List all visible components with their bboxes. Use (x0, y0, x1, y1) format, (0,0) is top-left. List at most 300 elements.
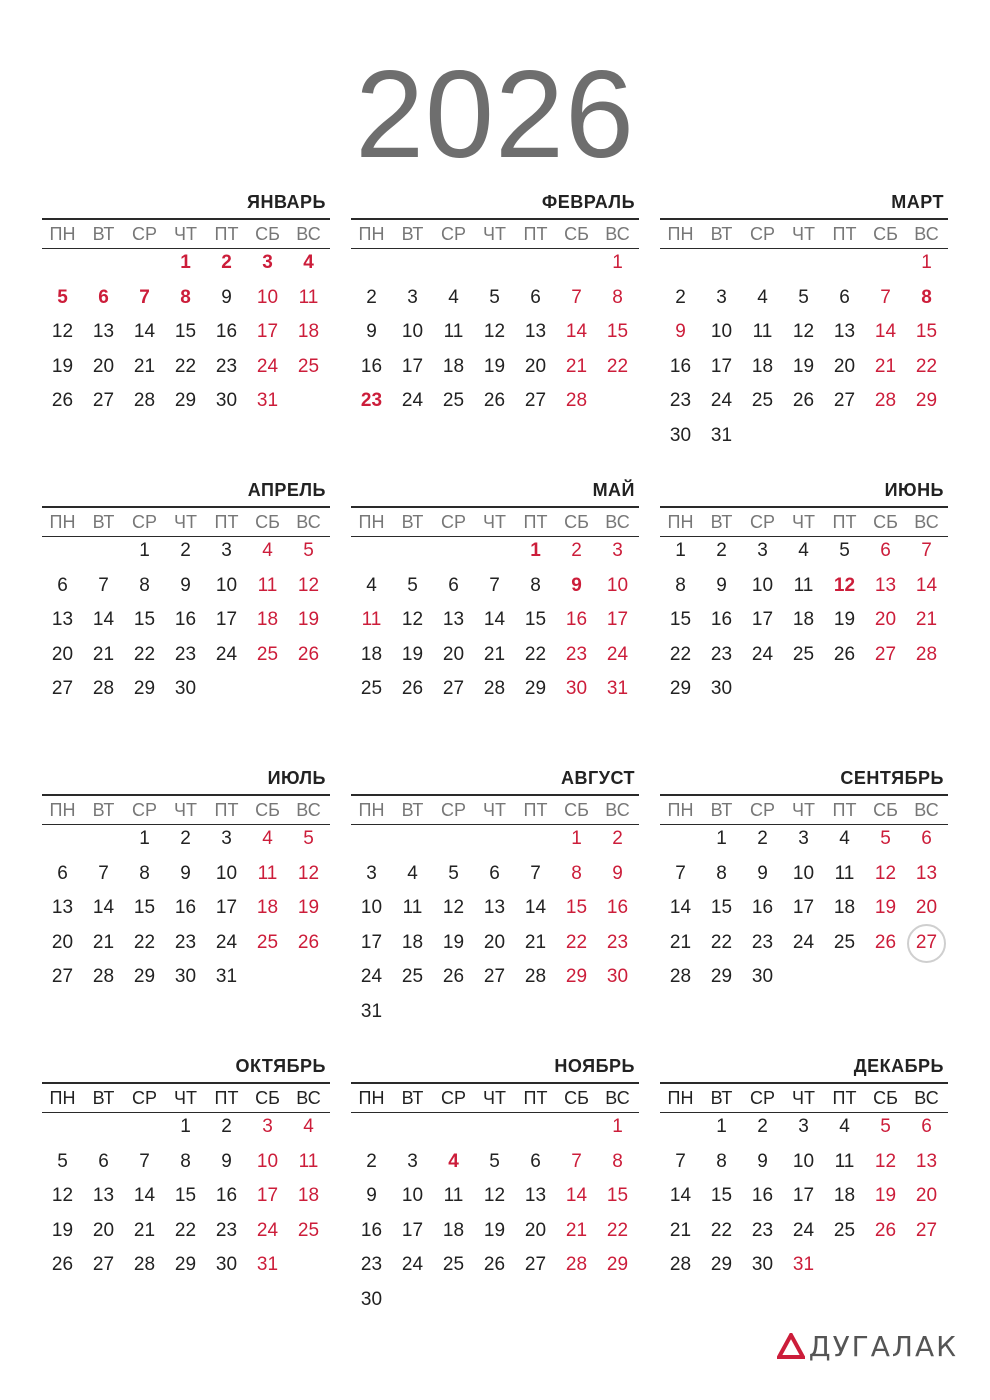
day-cell: 4 (757, 286, 768, 308)
day-cell: 19 (833, 609, 856, 630)
day-cell: 7 (571, 1150, 582, 1172)
day-cell: 23 (174, 931, 197, 953)
day-cell: 7 (880, 286, 891, 308)
day-cell: 9 (571, 574, 582, 596)
weekday-header: СБ (255, 512, 280, 532)
weekday-header: ПТ (523, 800, 548, 820)
weekday-header: ПТ (832, 224, 857, 244)
day-cell: 17 (360, 931, 383, 953)
day-cell: 9 (221, 286, 232, 308)
day-cell: 16 (360, 355, 383, 377)
day-cell: 22 (565, 931, 588, 953)
month-name: МАЙ (592, 480, 635, 500)
weekday-header: ВТ (92, 224, 115, 244)
day-cell: 21 (669, 1219, 692, 1241)
day-cell: 20 (92, 1219, 115, 1241)
month-name: АПРЕЛЬ (247, 480, 326, 500)
day-cell: 10 (401, 1185, 424, 1206)
day-cell: 11 (793, 574, 814, 596)
day-cell: 27 (915, 1219, 938, 1241)
day-cell: 25 (401, 966, 424, 987)
day-cell: 27 (483, 966, 506, 987)
day-cell: 3 (798, 1116, 809, 1137)
day-cell: 25 (751, 390, 774, 411)
day-cell: 31 (710, 424, 733, 446)
day-cell: 8 (180, 1150, 191, 1172)
month-block (660, 478, 948, 748)
day-cell: 13 (915, 862, 938, 884)
month-name: ОКТЯБРЬ (235, 1056, 326, 1076)
day-cell: 13 (51, 897, 74, 918)
day-cell: 12 (833, 574, 856, 596)
weekday-header: ПН (667, 1088, 694, 1108)
day-cell: 14 (483, 609, 506, 630)
day-cell: 13 (833, 321, 856, 342)
day-cell: 19 (792, 355, 815, 377)
day-cell: 4 (366, 574, 377, 596)
day-cell: 8 (675, 574, 686, 596)
day-cell: 3 (716, 286, 727, 308)
day-cell: 16 (669, 355, 692, 377)
month-divider (660, 218, 948, 220)
day-cell: 27 (92, 1254, 115, 1275)
day-cell: 5 (303, 828, 314, 849)
day-cell: 26 (442, 966, 465, 987)
day-cell: 11 (402, 897, 423, 918)
day-cell: 21 (92, 931, 115, 953)
day-cell: 24 (360, 966, 383, 987)
day-cell: 1 (530, 540, 541, 561)
month-name: ФЕВРАЛЬ (541, 192, 635, 212)
month-block (42, 766, 330, 1036)
day-cell: 14 (915, 574, 938, 596)
day-cell: 1 (139, 828, 150, 849)
month-divider (351, 794, 639, 796)
day-cell: 14 (565, 321, 588, 342)
day-cell: 5 (57, 1150, 68, 1172)
weekday-header: ВТ (92, 512, 115, 532)
day-cell: 3 (221, 540, 232, 561)
day-cell: 4 (798, 540, 809, 561)
day-cell: 19 (483, 355, 506, 377)
day-cell: 12 (51, 1185, 74, 1206)
day-cell: 3 (407, 286, 418, 308)
day-cell: 30 (669, 424, 692, 446)
day-cell: 9 (757, 862, 768, 884)
day-cell: 30 (174, 966, 197, 987)
day-cell: 1 (571, 828, 582, 849)
month-block (351, 766, 639, 1036)
day-cell: 21 (565, 1219, 588, 1241)
day-cell: 18 (401, 931, 424, 953)
day-cell: 4 (448, 1150, 459, 1172)
day-cell: 25 (442, 1254, 465, 1275)
day-cell: 7 (530, 862, 541, 884)
weekday-header: СР (131, 1088, 157, 1108)
day-cell: 9 (757, 1150, 768, 1172)
day-cell: 31 (256, 390, 279, 411)
day-cell: 4 (303, 1116, 314, 1137)
day-cell: 4 (303, 252, 314, 273)
day-cell: 16 (565, 609, 588, 630)
day-cell: 11 (834, 862, 855, 884)
day-cell: 12 (483, 321, 506, 342)
day-cell: 20 (92, 355, 115, 377)
day-cell: 22 (915, 355, 938, 377)
weekday-header: ВС (914, 512, 939, 532)
month-divider (351, 506, 639, 508)
day-cell: 2 (757, 1116, 768, 1137)
day-cell: 14 (92, 897, 115, 918)
day-cell: 1 (612, 252, 623, 273)
day-cell: 19 (51, 1219, 74, 1241)
day-cell: 30 (360, 1288, 383, 1310)
day-cell: 26 (483, 1254, 506, 1275)
day-cell: 26 (297, 643, 320, 665)
month-name: ЯНВАРЬ (247, 192, 326, 212)
day-cell: 2 (221, 252, 232, 273)
weekday-header: ПН (667, 224, 694, 244)
weekday-header: СР (440, 800, 466, 820)
logo-triangle-icon (777, 1333, 805, 1359)
day-cell: 20 (442, 643, 465, 665)
day-cell: 29 (174, 1254, 197, 1275)
day-cell: 21 (915, 609, 938, 630)
month-divider (660, 1082, 948, 1084)
day-cell: 28 (133, 390, 156, 411)
day-cell: 7 (675, 862, 686, 884)
day-cell: 13 (442, 609, 465, 630)
weekday-header: ВС (296, 1088, 321, 1108)
day-cell: 2 (716, 540, 727, 561)
day-cell: 26 (833, 643, 856, 665)
month-name: НОЯБРЬ (554, 1056, 635, 1076)
weekday-header: ПТ (832, 800, 857, 820)
day-cell: 20 (874, 609, 897, 630)
month-block (660, 1054, 948, 1324)
day-cell: 29 (669, 678, 692, 699)
day-cell: 21 (565, 355, 588, 377)
day-cell: 21 (669, 931, 692, 953)
weekday-header: ПТ (214, 224, 239, 244)
weekday-header: ПН (49, 1088, 76, 1108)
day-cell: 20 (524, 355, 547, 377)
day-cell: 15 (524, 609, 547, 630)
day-cell: 18 (442, 355, 465, 377)
month-divider (42, 794, 330, 796)
day-cell: 15 (174, 1185, 197, 1206)
weekday-header: ВТ (710, 224, 733, 244)
weekday-header: ПН (358, 512, 385, 532)
day-cell: 30 (565, 678, 588, 699)
month-divider (660, 794, 948, 796)
day-cell: 18 (442, 1219, 465, 1241)
day-cell: 28 (92, 966, 115, 987)
day-cell: 26 (51, 1254, 74, 1275)
day-cell: 13 (51, 609, 74, 630)
day-cell: 1 (716, 1116, 727, 1137)
day-cell: 8 (180, 286, 191, 308)
day-cell: 24 (256, 355, 279, 377)
day-cell: 4 (262, 540, 273, 561)
weekday-header: ЧТ (483, 1088, 506, 1108)
weekday-header: ВТ (92, 1088, 115, 1108)
month-name: СЕНТЯБРЬ (840, 768, 944, 788)
day-cell: 9 (180, 862, 191, 884)
weekday-header: ВС (296, 224, 321, 244)
day-cell: 20 (483, 931, 506, 953)
day-cell: 30 (174, 678, 197, 699)
month-divider (351, 218, 639, 220)
weekday-header: ПТ (214, 800, 239, 820)
day-cell: 10 (256, 286, 279, 308)
day-cell: 19 (51, 355, 74, 377)
day-cell: 23 (215, 1219, 238, 1241)
day-cell: 9 (675, 321, 686, 342)
day-cell: 8 (571, 862, 582, 884)
day-cell: 24 (215, 931, 238, 953)
weekday-header: ПТ (523, 512, 548, 532)
weekday-header: ВС (296, 800, 321, 820)
day-cell: 2 (675, 286, 686, 308)
day-cell: 19 (874, 1185, 897, 1206)
day-cell: 5 (489, 1150, 500, 1172)
day-cell: 4 (839, 828, 850, 849)
weekday-header: СР (440, 1088, 466, 1108)
day-cell: 8 (139, 574, 150, 596)
day-cell: 7 (98, 862, 109, 884)
day-cell: 11 (361, 609, 382, 630)
day-cell: 23 (565, 643, 588, 665)
day-cell: 19 (442, 931, 465, 953)
day-cell: 18 (256, 897, 279, 918)
weekday-header: СБ (564, 224, 589, 244)
day-cell: 23 (669, 390, 692, 411)
day-cell: 3 (612, 540, 623, 561)
month-block (42, 1054, 330, 1324)
weekday-header: ПН (49, 800, 76, 820)
month-name: АВГУСТ (561, 768, 635, 788)
day-cell: 3 (798, 828, 809, 849)
day-cell: 29 (606, 1254, 629, 1275)
day-cell: 24 (710, 390, 733, 411)
day-cell: 8 (716, 1150, 727, 1172)
day-cell: 29 (710, 1254, 733, 1275)
weekday-header: СБ (873, 1088, 898, 1108)
weekday-header: ВС (605, 224, 630, 244)
day-cell: 27 (906, 928, 947, 958)
month-divider (42, 218, 330, 220)
day-cell: 18 (297, 321, 320, 342)
year-title: 2026 (355, 46, 635, 184)
day-cell: 1 (612, 1116, 623, 1137)
day-cell: 10 (215, 862, 238, 884)
day-cell: 20 (524, 1219, 547, 1241)
day-cell: 22 (606, 1219, 629, 1241)
day-cell: 31 (360, 1000, 383, 1022)
day-cell: 14 (524, 897, 547, 918)
month-name: МАРТ (891, 192, 944, 212)
day-cell: 13 (915, 1150, 938, 1172)
day-cell: 31 (215, 966, 238, 987)
weekday-header: ВТ (710, 800, 733, 820)
month-block (660, 766, 948, 1036)
day-cell: 23 (215, 355, 238, 377)
weekday-header: ЧТ (483, 512, 506, 532)
month-block (660, 190, 948, 460)
day-cell: 10 (360, 897, 383, 918)
weekday-header: СБ (564, 1088, 589, 1108)
day-cell: 12 (401, 609, 424, 630)
weekday-header: СР (440, 224, 466, 244)
day-cell: 12 (792, 321, 815, 342)
day-cell: 11 (298, 1150, 319, 1172)
weekday-header: ПН (49, 512, 76, 532)
weekday-header: СР (131, 224, 157, 244)
day-cell: 16 (360, 1219, 383, 1241)
month-name: ИЮНЬ (884, 480, 944, 500)
day-cell: 10 (606, 574, 629, 596)
day-cell: 9 (612, 862, 623, 884)
day-cell: 22 (669, 643, 692, 665)
day-cell: 3 (221, 828, 232, 849)
day-cell: 11 (298, 286, 319, 308)
day-cell: 2 (221, 1116, 232, 1137)
day-cell: 4 (448, 286, 459, 308)
month-block (351, 478, 639, 748)
day-cell: 28 (669, 966, 692, 987)
weekday-header: СБ (564, 512, 589, 532)
day-cell: 21 (483, 643, 506, 665)
day-cell: 16 (751, 1185, 774, 1206)
day-cell: 19 (297, 897, 320, 918)
day-cell: 22 (174, 355, 197, 377)
day-cell: 16 (215, 1185, 238, 1206)
day-cell: 2 (612, 828, 623, 849)
day-cell: 29 (174, 390, 197, 411)
day-cell: 5 (880, 1116, 891, 1137)
day-cell: 18 (792, 609, 815, 630)
weekday-header: ВС (914, 224, 939, 244)
day-cell: 9 (366, 321, 377, 342)
day-cell: 29 (133, 678, 156, 699)
day-cell: 26 (51, 390, 74, 411)
month-block (351, 190, 639, 460)
day-cell: 26 (874, 1219, 897, 1241)
day-cell: 7 (921, 540, 932, 561)
day-cell: 28 (565, 1254, 588, 1275)
weekday-header: СР (749, 224, 775, 244)
weekday-header: ПТ (523, 224, 548, 244)
day-cell: 11 (834, 1150, 855, 1172)
day-cell: 6 (839, 286, 850, 308)
day-cell: 12 (51, 321, 74, 342)
day-cell: 5 (407, 574, 418, 596)
weekday-divider (660, 248, 948, 249)
day-cell: 8 (530, 574, 541, 596)
day-cell: 30 (710, 678, 733, 699)
weekday-header: ВС (296, 512, 321, 532)
day-cell: 9 (180, 574, 191, 596)
day-cell: 2 (180, 540, 191, 561)
day-cell: 2 (757, 828, 768, 849)
day-cell: 18 (360, 643, 383, 665)
day-cell: 14 (669, 897, 692, 918)
day-cell: 14 (669, 1185, 692, 1206)
weekday-header: ВС (605, 512, 630, 532)
weekday-header: ВТ (401, 800, 424, 820)
weekday-header: ПН (358, 800, 385, 820)
weekday-header: СР (131, 800, 157, 820)
day-cell: 26 (297, 931, 320, 953)
day-cell: 23 (710, 643, 733, 665)
day-cell: 7 (98, 574, 109, 596)
weekday-header: ЧТ (792, 800, 815, 820)
day-cell: 13 (524, 321, 547, 342)
day-cell: 25 (833, 931, 856, 953)
day-cell: 17 (606, 609, 629, 630)
day-cell: 15 (174, 321, 197, 342)
day-cell: 24 (751, 643, 774, 665)
day-cell: 24 (401, 1254, 424, 1275)
day-cell: 16 (174, 897, 197, 918)
weekday-header: СБ (255, 224, 280, 244)
day-cell: 14 (92, 609, 115, 630)
day-cell: 28 (133, 1254, 156, 1275)
weekday-header: ПТ (523, 1088, 548, 1108)
weekday-header: ВТ (92, 800, 115, 820)
day-cell: 15 (606, 321, 629, 342)
day-cell: 17 (256, 1185, 279, 1206)
day-cell: 10 (792, 1150, 815, 1172)
day-cell: 25 (442, 390, 465, 411)
weekday-header: СБ (873, 512, 898, 532)
day-cell: 5 (448, 862, 459, 884)
day-cell: 18 (833, 1185, 856, 1206)
day-cell: 13 (483, 897, 506, 918)
day-cell: 23 (751, 931, 774, 953)
day-cell: 28 (565, 390, 588, 411)
day-cell: 26 (401, 678, 424, 699)
day-cell: 23 (606, 931, 629, 953)
month-block (351, 1054, 639, 1324)
day-cell: 30 (215, 1254, 238, 1275)
day-cell: 6 (98, 1150, 109, 1172)
day-cell: 27 (51, 966, 74, 987)
month-divider (42, 1082, 330, 1084)
day-cell: 24 (401, 390, 424, 411)
day-cell: 3 (366, 862, 377, 884)
day-cell: 4 (262, 828, 273, 849)
weekday-header: ПН (358, 224, 385, 244)
day-cell: 30 (751, 966, 774, 987)
day-cell: 14 (565, 1185, 588, 1206)
month-name: ДЕКАБРЬ (853, 1056, 944, 1076)
day-cell: 6 (57, 862, 68, 884)
day-cell: 17 (751, 609, 774, 630)
day-cell: 17 (401, 355, 424, 377)
day-cell: 7 (675, 1150, 686, 1172)
day-cell: 19 (401, 643, 424, 665)
day-cell: 7 (139, 286, 150, 308)
day-cell: 27 (92, 390, 115, 411)
day-cell: 28 (483, 678, 506, 699)
day-cell: 17 (792, 1185, 815, 1206)
day-cell: 25 (833, 1219, 856, 1241)
weekday-divider (351, 248, 639, 249)
day-cell: 31 (256, 1254, 279, 1275)
day-cell: 19 (297, 609, 320, 630)
